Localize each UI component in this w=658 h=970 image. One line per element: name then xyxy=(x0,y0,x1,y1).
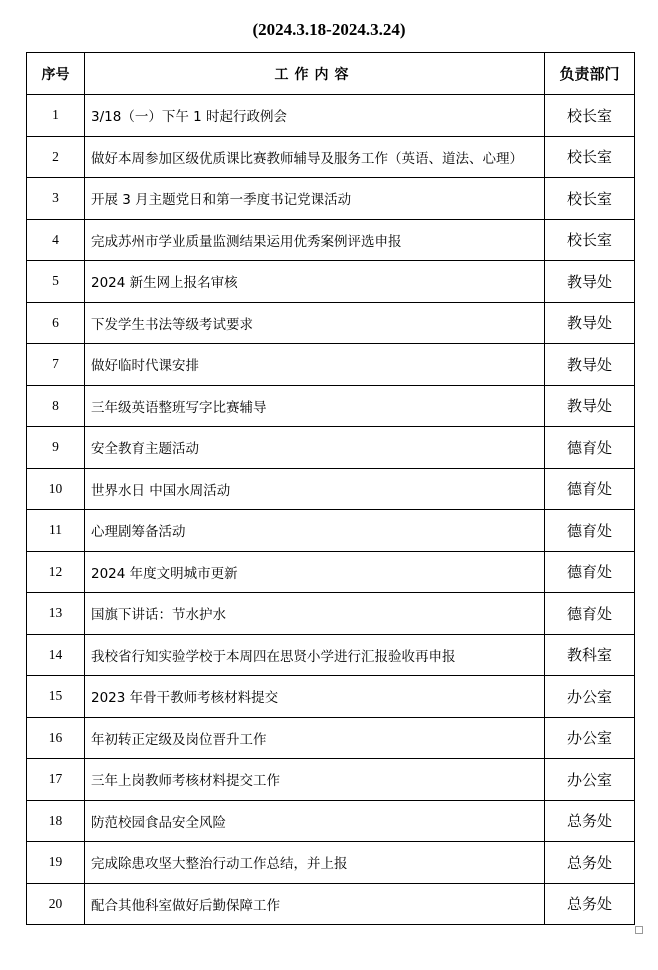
row-content: 防范校园食品安全风险 xyxy=(85,800,545,842)
table-row xyxy=(27,178,635,220)
table-row xyxy=(27,385,635,427)
row-dept: 校长室 xyxy=(545,136,635,178)
row-index: 17 xyxy=(27,759,85,801)
work-schedule-table xyxy=(26,52,635,925)
table-row xyxy=(27,676,635,718)
row-dept: 办公室 xyxy=(545,676,635,718)
row-content: 年初转正定级及岗位晋升工作 xyxy=(85,717,545,759)
row-content: 3/18（一）下午 1 时起行政例会 xyxy=(85,95,545,137)
row-content: 开展 3 月主题党日和第一季度书记党课活动 xyxy=(85,178,545,220)
row-index: 5 xyxy=(27,261,85,303)
row-content: 国旗下讲话：节水护水 xyxy=(85,593,545,635)
row-dept: 德育处 xyxy=(545,510,635,552)
row-dept: 教导处 xyxy=(545,344,635,386)
row-dept: 教导处 xyxy=(545,261,635,303)
row-dept: 总务处 xyxy=(545,883,635,925)
table-header-row xyxy=(27,53,635,95)
row-content: 世界水日 中国水周活动 xyxy=(85,468,545,510)
row-content: 2024 年度文明城市更新 xyxy=(85,551,545,593)
row-dept: 德育处 xyxy=(545,551,635,593)
row-index: 15 xyxy=(27,676,85,718)
row-index: 18 xyxy=(27,800,85,842)
table-row xyxy=(27,800,635,842)
row-index: 11 xyxy=(27,510,85,552)
row-index: 4 xyxy=(27,219,85,261)
row-dept: 总务处 xyxy=(545,800,635,842)
row-index: 10 xyxy=(27,468,85,510)
table-row xyxy=(27,95,635,137)
row-content: 完成苏州市学业质量监测结果运用优秀案例评选申报 xyxy=(85,219,545,261)
row-dept: 办公室 xyxy=(545,759,635,801)
table-row xyxy=(27,593,635,635)
row-index: 12 xyxy=(27,551,85,593)
row-dept: 总务处 xyxy=(545,842,635,884)
table-row xyxy=(27,302,635,344)
row-index: 13 xyxy=(27,593,85,635)
header-dept: 负责部门 xyxy=(545,53,635,95)
row-index: 16 xyxy=(27,717,85,759)
row-content: 三年上岗教师考核材料提交工作 xyxy=(85,759,545,801)
table-row xyxy=(27,759,635,801)
table-row xyxy=(27,468,635,510)
table-row xyxy=(27,883,635,925)
table-row xyxy=(27,136,635,178)
row-content: 下发学生书法等级考试要求 xyxy=(85,302,545,344)
row-content: 完成除患攻坚大整治行动工作总结，并上报 xyxy=(85,842,545,884)
row-index: 9 xyxy=(27,427,85,469)
row-dept: 教导处 xyxy=(545,385,635,427)
document-title: (2024.3.18-2024.3.24) xyxy=(252,20,406,39)
row-dept: 办公室 xyxy=(545,717,635,759)
row-content: 做好本周参加区级优质课比赛教师辅导及服务工作（英语、道法、心理） xyxy=(85,136,545,178)
table-row xyxy=(27,842,635,884)
row-dept: 德育处 xyxy=(545,593,635,635)
row-content: 安全教育主题活动 xyxy=(85,427,545,469)
row-index: 8 xyxy=(27,385,85,427)
table-row xyxy=(27,427,635,469)
row-dept: 校长室 xyxy=(545,219,635,261)
row-index: 2 xyxy=(27,136,85,178)
table-row xyxy=(27,219,635,261)
table-row xyxy=(27,551,635,593)
row-content: 三年级英语整班写字比赛辅导 xyxy=(85,385,545,427)
row-dept: 德育处 xyxy=(545,427,635,469)
row-dept: 教科室 xyxy=(545,634,635,676)
row-dept: 德育处 xyxy=(545,468,635,510)
table-row xyxy=(27,510,635,552)
row-index: 1 xyxy=(27,95,85,137)
row-index: 6 xyxy=(27,302,85,344)
table-row xyxy=(27,717,635,759)
row-index: 19 xyxy=(27,842,85,884)
row-content: 做好临时代课安排 xyxy=(85,344,545,386)
table-row xyxy=(27,261,635,303)
row-content: 配合其他科室做好后勤保障工作 xyxy=(85,883,545,925)
end-of-table-marker xyxy=(635,926,643,934)
header-content: 工作内容 xyxy=(85,53,545,95)
row-dept: 教导处 xyxy=(545,302,635,344)
row-index: 20 xyxy=(27,883,85,925)
row-index: 3 xyxy=(27,178,85,220)
row-content: 2024 新生网上报名审核 xyxy=(85,261,545,303)
row-dept: 校长室 xyxy=(545,95,635,137)
header-index: 序号 xyxy=(27,53,85,95)
row-content: 2023 年骨干教师考核材料提交 xyxy=(85,676,545,718)
table-row xyxy=(27,344,635,386)
row-content: 心理剧筹备活动 xyxy=(85,510,545,552)
row-index: 7 xyxy=(27,344,85,386)
row-content: 我校省行知实验学校于本周四在思贤小学进行汇报验收再申报 xyxy=(85,634,545,676)
row-dept: 校长室 xyxy=(545,178,635,220)
table-row xyxy=(27,634,635,676)
row-index: 14 xyxy=(27,634,85,676)
